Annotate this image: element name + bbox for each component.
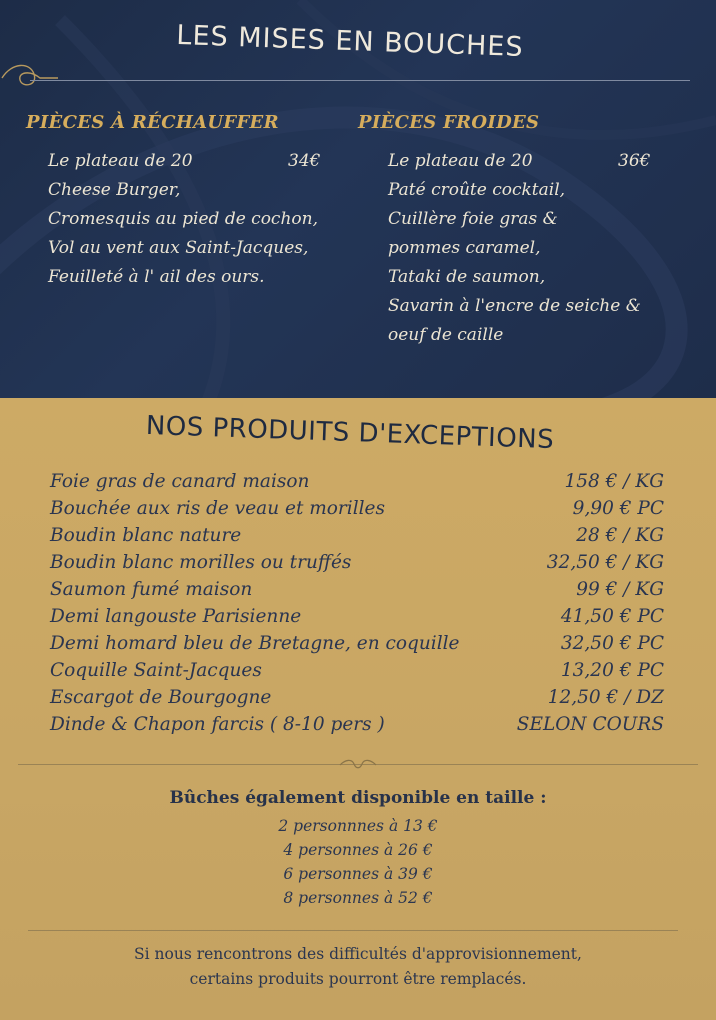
product-row [50, 576, 664, 603]
buches-size-line: 4 personnes à 26 € [283, 841, 433, 859]
menu-line [388, 147, 668, 176]
buches-block [0, 788, 716, 910]
buches-size-line: 6 personnes à 39 € [283, 865, 433, 883]
menu-line-price: 34€ [288, 151, 321, 171]
mises-en-bouches-section [0, 0, 716, 398]
supply-note [0, 942, 716, 992]
product-price: 41,50 € PC [560, 606, 664, 627]
menu-line [48, 147, 336, 176]
product-name: Demi langouste Parisienne [50, 606, 302, 627]
title-underline [30, 80, 690, 81]
section-divider [28, 930, 678, 931]
product-row [50, 522, 664, 549]
product-row [50, 684, 664, 711]
product-name: Escargot de Bourgogne [50, 687, 272, 708]
product-price: 12,50 € / DZ [547, 687, 664, 708]
product-price: SELON COURS [516, 714, 664, 735]
menu-line [48, 234, 336, 263]
product-name: Foie gras de canard maison [50, 471, 310, 492]
product-name: Coquille Saint-Jacques [50, 660, 262, 681]
product-row [50, 549, 664, 576]
column-heading: PIÈCES À RÉCHAUFFER [26, 112, 279, 133]
product-price: 13,20 € PC [560, 660, 664, 681]
menu-line-text: Paté croûte cocktail, [388, 180, 566, 200]
menu-line-text: Le plateau de 20 [388, 151, 533, 171]
note-line: Si nous rencontrons des difficultés d'approvisionnement, [134, 945, 582, 963]
column-heading: PIÈCES FROIDES [358, 112, 540, 133]
menu-line-text: Feuilleté à l' ail des ours. [48, 267, 265, 287]
menu-line-text: Cuillère foie gras & [388, 209, 558, 229]
menu-line-text: Savarin à l'encre de seiche & [388, 296, 641, 316]
product-row [50, 468, 664, 495]
produits-exceptions-section [0, 398, 716, 1020]
product-row [50, 495, 664, 522]
menu-line [48, 205, 336, 234]
buches-size-line: 2 personnnes à 13 € [278, 817, 438, 835]
product-row [50, 630, 664, 657]
menu-line [388, 292, 668, 321]
buches-title: Bûches également disponible en taille : [169, 788, 547, 808]
menu-line-text: oeuf de caille [388, 325, 504, 345]
section-title-mises-en-bouches: LES MISES EN BOUCHES [175, 19, 525, 64]
product-name: Saumon fumé maison [50, 579, 253, 600]
menu-line [388, 234, 668, 263]
menu-line [388, 205, 668, 234]
menu-line [48, 263, 336, 292]
menu-line-text: Tataki de saumon, [388, 267, 546, 287]
product-price: 28 € / KG [576, 525, 664, 546]
product-name: Demi homard bleu de Bretagne, en coquille [50, 633, 460, 654]
menu-line [388, 176, 668, 205]
product-price: 32,50 € PC [560, 633, 664, 654]
product-row [50, 603, 664, 630]
column-pieces-froides [358, 112, 668, 350]
product-name: Boudin blanc morilles ou truffés [50, 552, 352, 573]
menu-line-text: Le plateau de 20 [48, 151, 193, 171]
menu-line-text: Cromesquis au pied de cochon, [48, 209, 318, 229]
product-price: 158 € / KG [564, 471, 664, 492]
section-title-produits-exceptions: NOS PRODUITS D'EXCEPTIONS [145, 410, 555, 456]
product-list [50, 468, 664, 738]
divider-ornament-icon [338, 758, 378, 772]
product-price: 99 € / KG [576, 579, 664, 600]
product-price: 32,50 € / KG [546, 552, 664, 573]
note-line: certains produits pourront être remplacés. [189, 970, 527, 988]
menu-line [48, 176, 336, 205]
product-name: Boudin blanc nature [50, 525, 242, 546]
menu-line [388, 321, 668, 350]
menu-line [388, 263, 668, 292]
menu-line-price: 36€ [618, 151, 651, 171]
product-row [50, 711, 664, 738]
buches-size-line: 8 personnes à 52 € [283, 889, 433, 907]
product-name: Bouchée aux ris de veau et morilles [50, 498, 385, 519]
product-price: 9,90 € PC [572, 498, 664, 519]
column-pieces-a-rechauffer [26, 112, 336, 292]
product-name: Dinde & Chapon farcis ( 8-10 pers ) [50, 714, 385, 735]
menu-line-text: Vol au vent aux Saint-Jacques, [48, 238, 309, 258]
product-row [50, 657, 664, 684]
flourish-ornament-icon [0, 58, 60, 98]
menu-line-text: pommes caramel, [388, 238, 541, 258]
menu-line-text: Cheese Burger, [48, 180, 181, 200]
